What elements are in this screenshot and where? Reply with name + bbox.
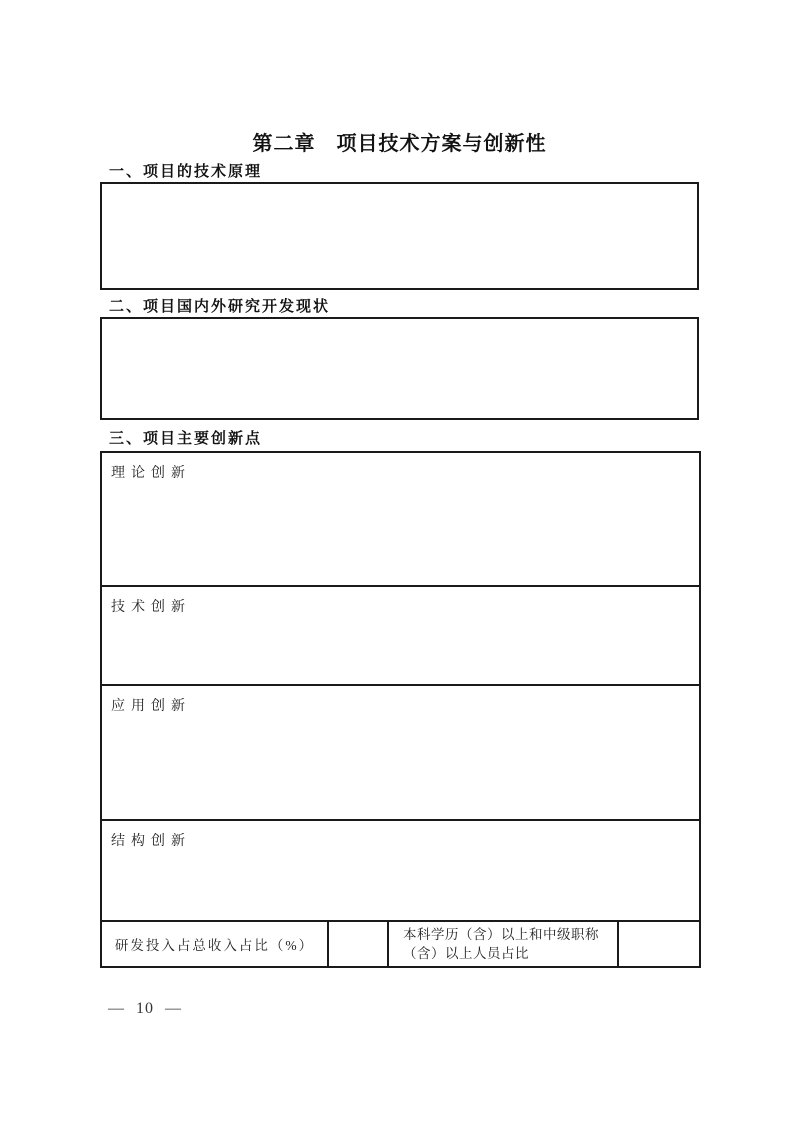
table-row [101, 586, 700, 685]
section-3-heading: 三、项目主要创新点 [109, 430, 263, 447]
personnel-ratio-label: 本科学历（含）以上和中级职称（含）以上人员占比 [388, 921, 618, 967]
section-1-heading: 一、项目的技术原理 [109, 163, 263, 180]
page-title: 第二章 项目技术方案与创新性 [252, 133, 547, 155]
rd-ratio-label: 研发投入占总收入占比（%） [101, 921, 328, 967]
rd-ratio-value-cell[interactable] [328, 921, 388, 967]
table-row [101, 921, 700, 967]
page-content [100, 131, 699, 968]
tech-principle-input[interactable] [100, 182, 699, 290]
innovation-row-theory[interactable]: 理论创新 [101, 452, 700, 586]
innovation-row-structure[interactable]: 结构创新 [101, 820, 700, 921]
table-row [101, 685, 700, 820]
section-2-heading: 二、项目国内外研究开发现状 [109, 298, 331, 315]
research-status-input[interactable] [100, 317, 699, 420]
innovation-table [100, 451, 701, 968]
table-row [101, 452, 700, 586]
innovation-row-technology[interactable]: 技术创新 [101, 586, 700, 685]
page-number: — 10 — [108, 1000, 182, 1017]
innovation-row-application[interactable]: 应用创新 [101, 685, 700, 820]
personnel-ratio-value-cell[interactable] [618, 921, 700, 967]
table-row [101, 820, 700, 921]
